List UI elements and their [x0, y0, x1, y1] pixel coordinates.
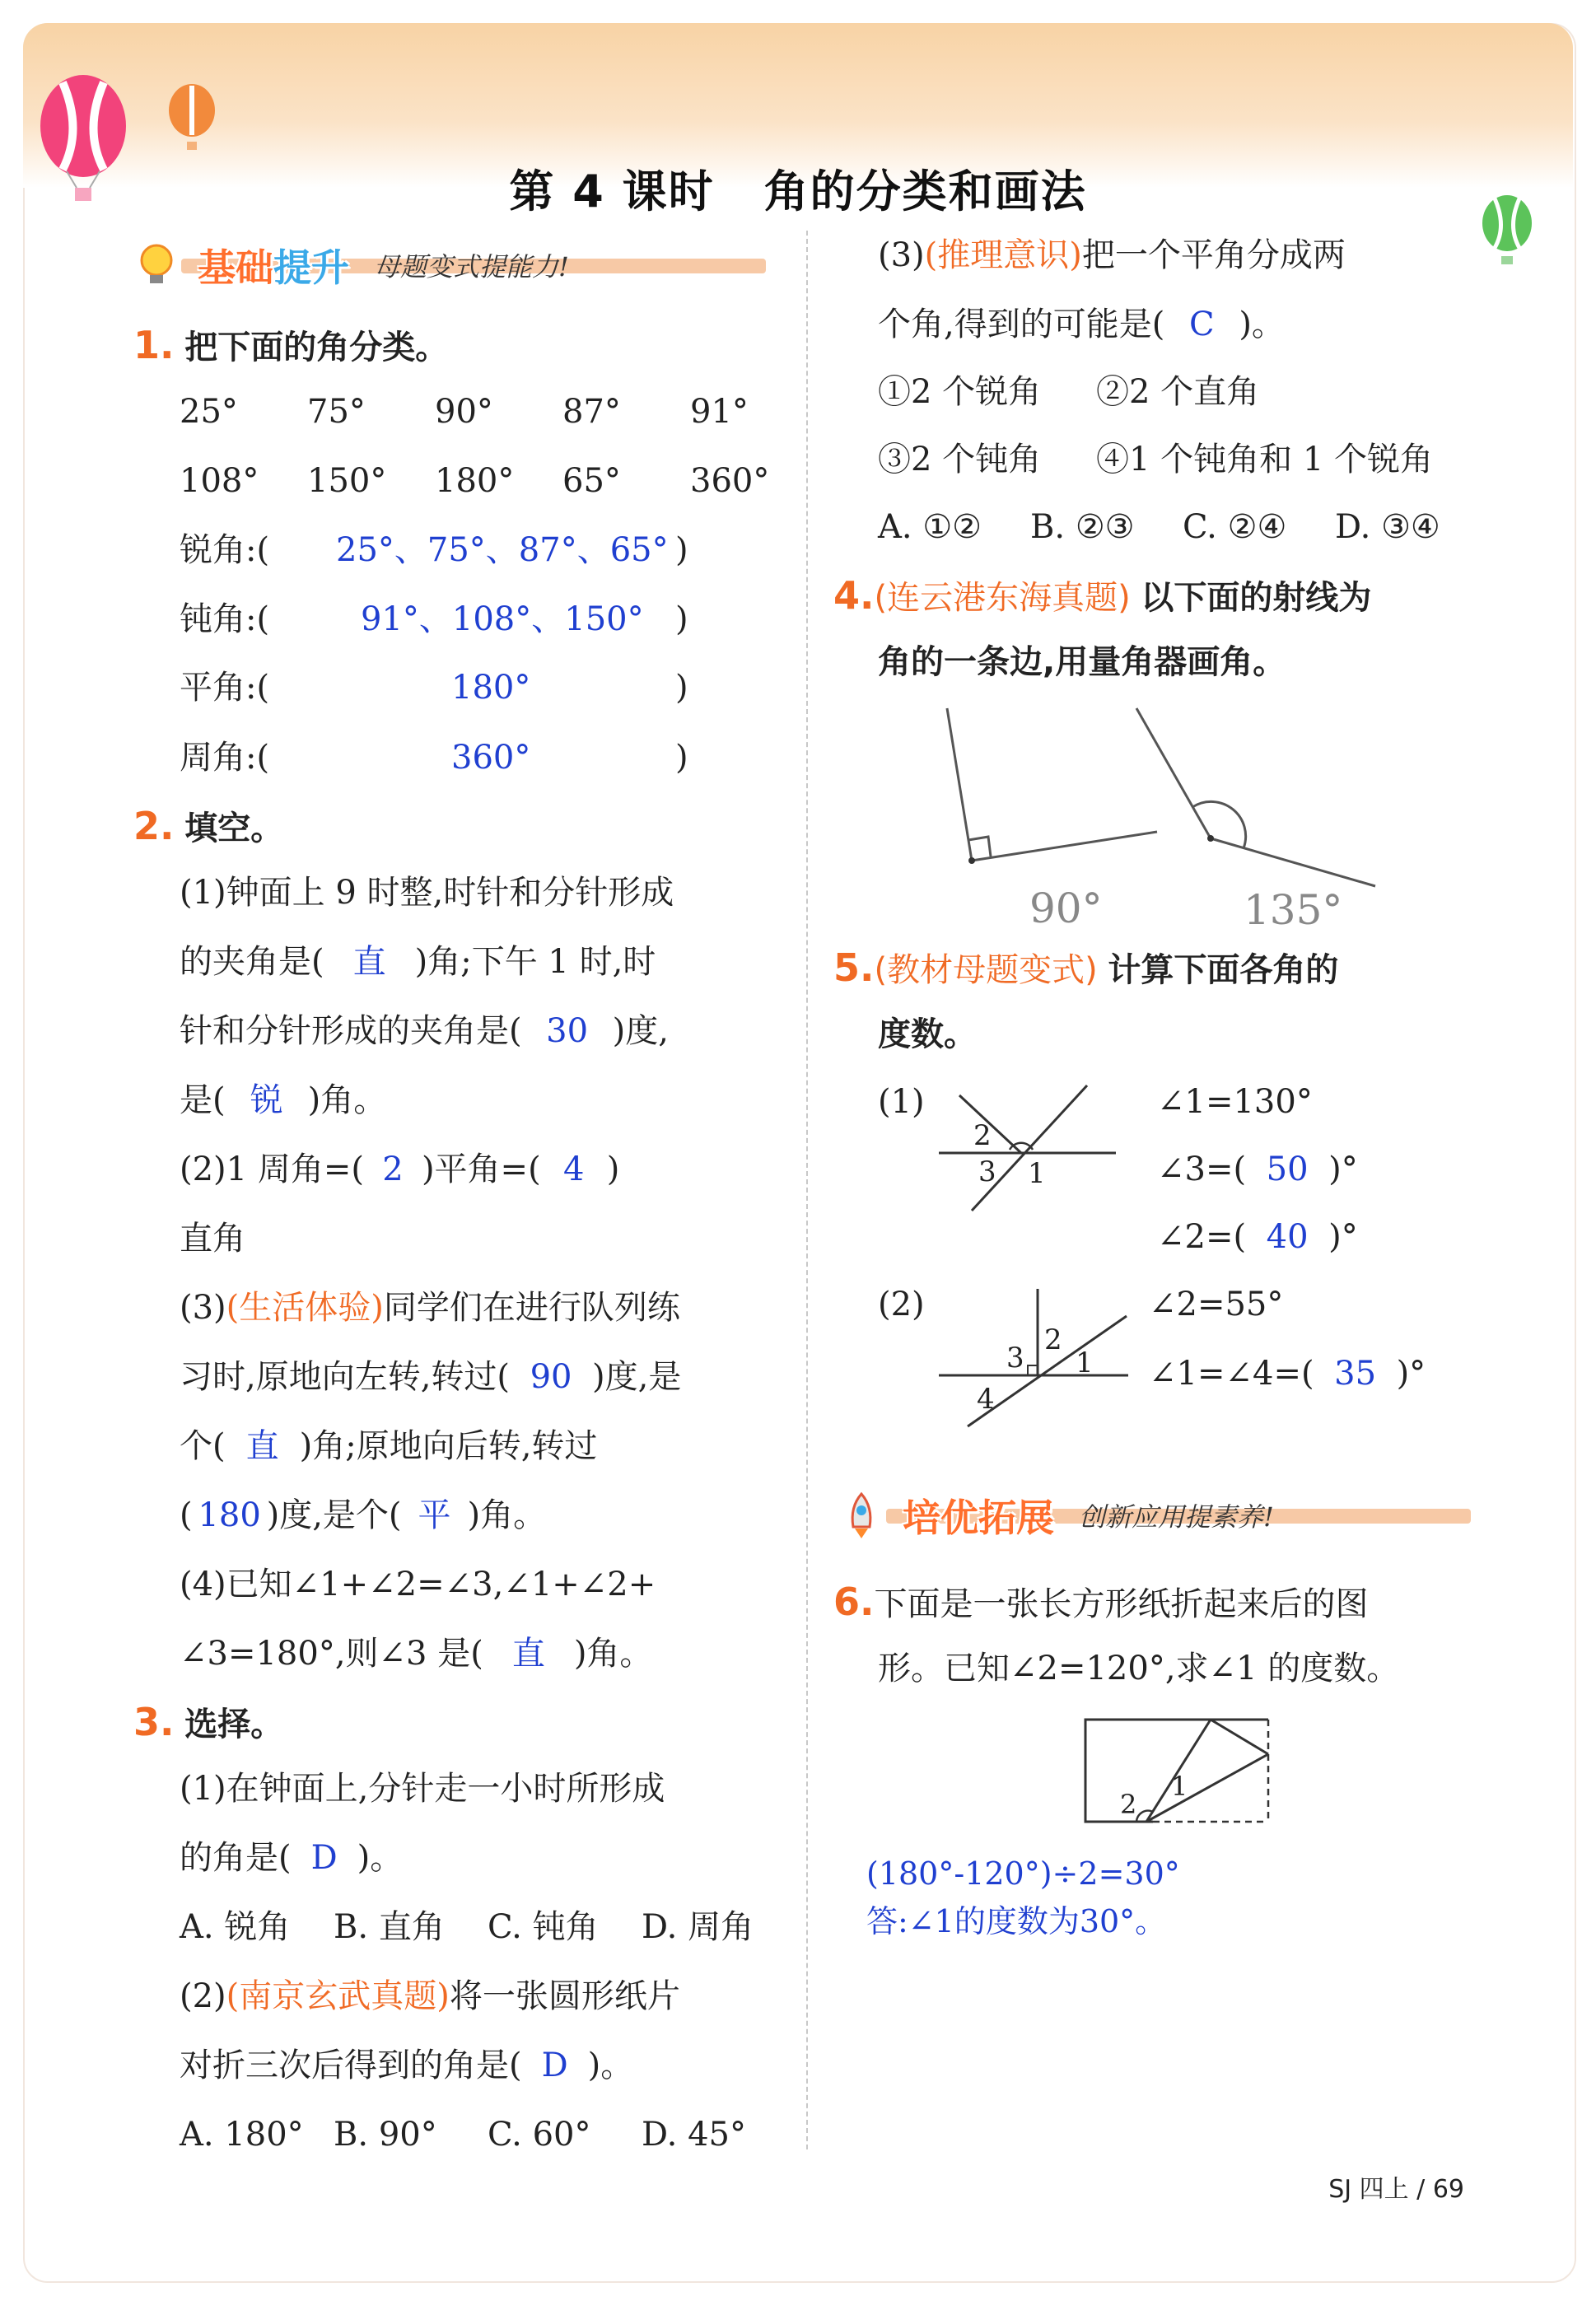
q6-fig-label-1: 1	[1171, 1771, 1188, 1802]
q3-heading: 3. 选择。	[133, 1700, 284, 1744]
q5-fig2-label-2: 2	[1044, 1323, 1062, 1356]
q2-p1-line4: 是( 锐 )角。	[180, 1081, 387, 1119]
column-divider	[806, 231, 808, 2149]
q4-heading: 4.(连云港东海真题) 以下面的射线为	[833, 573, 1372, 618]
q3-p2-options: A. 180° B. 90° C. 60° D. 45°	[180, 2116, 746, 2154]
q5-p1-q2: ∠2=( 40 )°	[1157, 1218, 1358, 1256]
q1-acute-label: 锐角:(	[180, 531, 270, 569]
q3-p2-line1: (2)(南京玄武真题)将一张圆形纸片	[180, 1977, 680, 2015]
lesson-number: 第 4 课时	[509, 166, 715, 217]
lightbulb-icon	[132, 240, 181, 290]
q2-p3-line2: 习时,原地向左转,转过( 90 )度,是	[180, 1358, 682, 1396]
q1-acute-answer: 25°、75°、87°、65°	[336, 531, 669, 569]
q3-p3-choices-row2: ③2 个钝角 ④1 个钝角和 1 个锐角	[878, 441, 1434, 478]
q5-fig2-label-4: 4	[977, 1383, 995, 1416]
q5-fig2	[931, 1285, 1136, 1433]
page-title	[0, 156, 1596, 220]
q4-heading-line2: 角的一条边,用量角器画角。	[878, 643, 1286, 681]
balloon-small-icon	[163, 82, 221, 156]
q5-p2-question: ∠1=∠4=( 35 )°	[1149, 1355, 1426, 1393]
q4-fig1-label: 90°	[1029, 884, 1103, 931]
q3-p1-line2: 的角是( D )。	[180, 1839, 404, 1877]
q2-p3-line1: (3)(生活体验)同学们在进行队列练	[180, 1289, 680, 1327]
q1-round-close: )	[675, 739, 688, 777]
q6-line1: 6.下面是一张长方形纸折起来后的图	[833, 1580, 1369, 1624]
q6-answer-statement: 答:∠1的度数为30°。	[866, 1903, 1167, 1939]
q4-angle-figures	[914, 700, 1392, 931]
q1-obtuse-answer: 91°、108°、150°	[361, 600, 644, 638]
q1-straight-answer: 180°	[451, 669, 531, 707]
q2-p1-line1: (1)钟面上 9 时整,时针和分针形成	[180, 874, 674, 912]
q3-p3-line2: 个角,得到的可能是( C )。	[878, 306, 1285, 343]
q2-p4-line1: (4)已知∠1+∠2=∠3,∠1+∠2+	[180, 1566, 656, 1603]
q5-fig2-label-1: 1	[1076, 1347, 1094, 1379]
q3-p3-choices-row1: ①2 个锐角 ②2 个直角	[878, 373, 1260, 411]
right-angle-figure	[947, 708, 1157, 931]
q5-fig2-label-3: 3	[1006, 1342, 1024, 1375]
section-subtitle: 创新应用提素养!	[1079, 1501, 1274, 1533]
q6-folded-paper-figure	[1079, 1713, 1276, 1828]
q2-heading: 2. 填空。	[133, 804, 284, 848]
section-subtitle: 母题变式提能力!	[374, 251, 569, 282]
q5-fig1-label-2: 2	[973, 1119, 992, 1152]
q1-obtuse-label: 钝角:(	[180, 600, 270, 638]
q2-p3-line3: 个( 直 )角;原地向后转,转过	[180, 1427, 598, 1465]
section-badge: 培优拓展	[903, 1496, 1054, 1540]
q6-fig-label-2: 2	[1120, 1789, 1137, 1820]
q4-fig2-label: 135°	[1244, 886, 1343, 931]
q2-p4-line2: ∠3=180°,则∠3 是( 直 )角。	[180, 1635, 653, 1673]
q3-p3-line1: (3)(推理意识)把一个平角分成两	[878, 236, 1346, 274]
q2-p2-line1: (2)1 周角=( 2 )平角=( 4 )	[180, 1150, 620, 1188]
q5-heading: 5.(教材母题变式) 计算下面各角的	[833, 945, 1339, 990]
q5-fig1	[931, 1079, 1120, 1219]
q5-fig1-label-3: 3	[978, 1155, 996, 1188]
q5-p1-given: ∠1=130°	[1157, 1083, 1313, 1121]
q5-p1-label: (1)	[878, 1083, 925, 1121]
q2-p1-line2: 的夹角是( 直 )角;下午 1 时,时	[180, 943, 656, 981]
q5-p1-q1: ∠3=( 50 )°	[1157, 1150, 1358, 1188]
q6-answer-calc: (180°-120°)÷2=30°	[866, 1855, 1180, 1892]
q1-acute-close: )	[675, 531, 688, 569]
q1-angles-row1: 25° 75° 90° 87° 91°	[180, 393, 749, 431]
rocket-icon	[837, 1491, 886, 1540]
section-banner-advanced	[837, 1491, 1471, 1540]
q1-straight-close: )	[675, 669, 688, 707]
page-footer: SJ 四上 / 69	[1328, 2175, 1464, 2204]
lesson-topic: 角的分类和画法	[763, 166, 1087, 217]
q2-p1-line3: 针和分针形成的夹角是( 30 )度,	[180, 1012, 669, 1050]
q1-round-answer: 360°	[451, 739, 531, 777]
q2-p3-line4: ( 180 )度,是个( 平 )角。	[180, 1496, 547, 1534]
section-badge: 基础提升	[198, 245, 349, 290]
q3-p3-options: A. ①② B. ②③ C. ②④ D. ③④	[878, 508, 1440, 546]
q5-fig1-label-1: 1	[1028, 1157, 1046, 1190]
q1-round-label: 周角:(	[180, 739, 270, 777]
q3-p1-line1: (1)在钟面上,分针走一小时所形成	[180, 1770, 665, 1808]
q1-angles-row2: 108° 150° 180° 65° 360°	[180, 462, 770, 500]
q1-obtuse-close: )	[675, 600, 688, 638]
q5-heading-line2: 度数。	[878, 1015, 977, 1053]
q1-straight-label: 平角:(	[180, 669, 270, 707]
q6-line2: 形。已知∠2=120°,求∠1 的度数。	[878, 1650, 1400, 1687]
section-banner-basic	[132, 240, 766, 290]
q3-p2-line2: 对折三次后得到的角是( D )。	[180, 2047, 634, 2084]
obtuse-angle-figure	[1136, 708, 1375, 931]
q3-p1-options: A. 锐角 B. 直角 C. 钝角 D. 周角	[180, 1908, 754, 1946]
q2-p2-line2: 直角	[180, 1220, 245, 1258]
q5-p2-given: ∠2=55°	[1149, 1286, 1284, 1323]
q1-heading: 1. 把下面的角分类。	[133, 323, 449, 367]
q5-p2-label: (2)	[878, 1286, 925, 1323]
